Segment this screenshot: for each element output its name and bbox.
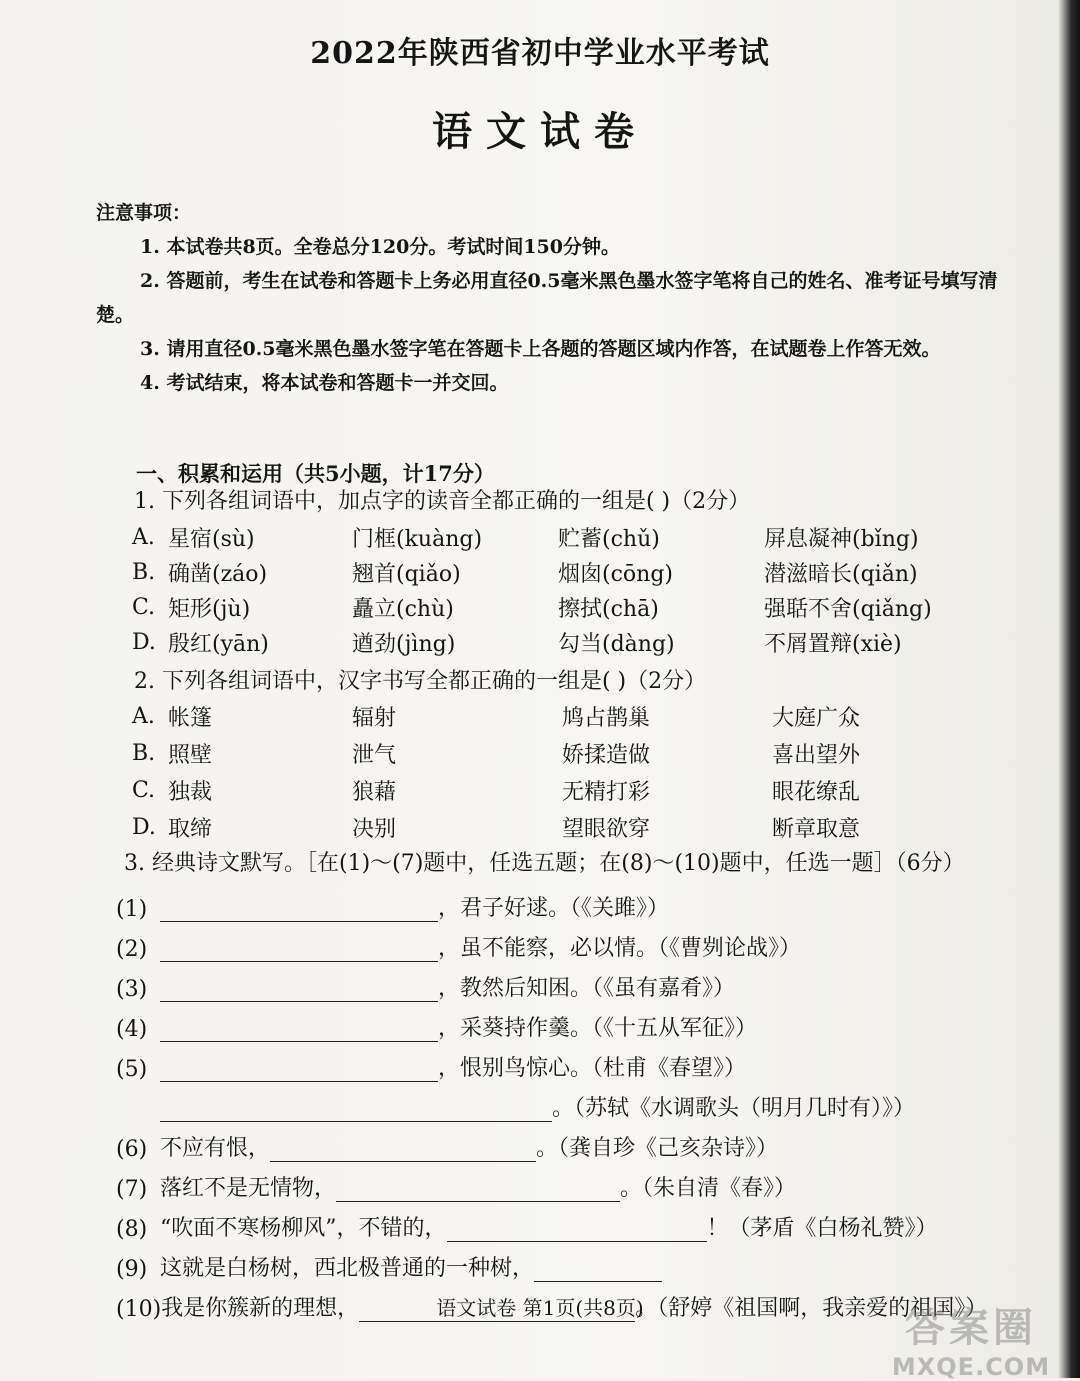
line-text: 。（舒婷《祖国啊，我亲爱的祖国》） [635,1296,988,1321]
option-word: 泄气 [352,743,397,768]
dictation-line [116,962,1076,1002]
line-number: (1) [116,897,148,922]
option-row [132,590,972,625]
line-number: (9) [116,1257,148,1282]
option-word: 大庭广众 [772,706,861,731]
question-1-options [132,520,972,660]
option-word: 望眼欲穿 [562,817,651,842]
line-text: 。（苏轼《水调歌头（明月几时有）》） [552,1096,916,1121]
dictation-lines [116,882,1076,1322]
exam-title: 2022年陕西省初中学业水平考试 [310,36,770,71]
option-label: D. [132,815,156,840]
line-text: 。（朱自清《春》） [620,1176,797,1201]
line-number: (7) [116,1177,148,1202]
line-number: (8) [116,1217,148,1242]
answer-blank[interactable] [336,1177,620,1202]
line-text: 我是你簇新的理想， [161,1296,360,1321]
option-word: 照壁 [168,743,213,768]
option-label: A. [132,704,155,729]
line-text: ！（茅盾《白杨礼赞》） [706,1216,938,1241]
line-text: 。（龚自珍《己亥杂诗》） [536,1136,779,1161]
notes-heading: 注意事项： [96,202,192,224]
answer-blank[interactable] [160,1017,438,1042]
option-word: 矗立(chù) [352,597,454,622]
line-text: 落红不是无情物， [160,1176,337,1201]
dictation-line [116,1042,1076,1082]
option-word: 辐射 [352,706,397,731]
line-text: ，恨别鸟惊心。（杜甫《春望》） [438,1056,747,1081]
page-footer: 语文试卷 第1页(共8页) [436,1296,644,1320]
line-text: 这就是白杨树，西北极普通的一种树， [160,1256,535,1281]
line-text: ，教然后知困。（《虽有嘉肴》） [438,976,736,1001]
option-word: 殷红(yān) [168,632,269,657]
answer-blank[interactable] [160,937,438,962]
option-row [132,625,972,660]
option-word: 确凿(záo) [168,562,268,587]
option-word: 遒劲(jìng) [352,632,456,657]
option-label: D. [132,630,156,655]
line-text: “吹面不寒杨柳风”，不错的， [160,1216,447,1241]
line-text: ，虽不能察，必以情。（《曹刿论战》） [438,936,802,961]
option-word: 鸠占鹊巢 [562,706,651,731]
option-word: 独裁 [168,780,213,805]
option-word: 狼藉 [352,780,397,805]
option-label: B. [132,741,156,766]
line-number: (3) [116,977,148,1002]
answer-blank[interactable] [160,897,438,922]
line-number: (4) [116,1017,148,1042]
watermark-mark: 答案圈 [905,1305,1037,1351]
option-row [132,520,972,555]
option-word: 潜滋暗长(qiǎn) [764,562,918,587]
option-word: 擦拭(chā) [558,597,659,622]
option-row [132,555,972,590]
question-2-options [132,698,972,846]
answer-blank[interactable] [270,1137,536,1162]
option-label: B. [132,560,156,585]
option-label: A. [132,525,155,550]
line-text: ，采葵持作羹。（《十五从军征》） [438,1016,758,1041]
line-text: 不应有恨， [160,1136,271,1161]
answer-blank[interactable] [160,1057,438,1082]
paper-title: 语文试卷 [432,108,648,155]
line-text: ，君子好逑。（《关雎》） [438,896,670,921]
section-title: 一、积累和运用（共5小题，计17分） [136,461,495,486]
option-word: 门框(kuàng) [352,527,483,552]
option-word: 贮蓄(chǔ) [558,527,660,552]
dictation-line [116,1082,1076,1122]
option-word: 眼花缭乱 [772,780,861,805]
option-word: 星宿(sù) [168,527,255,552]
answer-blank[interactable] [160,1097,552,1122]
option-word: 不屑置辩(xiè) [764,632,902,657]
watermark-logo [876,1296,1066,1381]
option-word: 屏息凝神(bǐng) [764,527,919,552]
dictation-line [116,882,1076,922]
answer-blank[interactable] [534,1257,662,1282]
watermark-site: MXQE.COM [891,1353,1051,1381]
note-item: 4. 考试结束，将本试卷和答题卡一并交回。 [140,372,509,394]
question-3-stem: 3. 经典诗文默写。［在(1)～(7)题中，任选五题；在(8)～(10)题中，任选一题］（6分） [124,851,965,876]
option-word: 强聒不舍(qiǎng) [764,597,932,622]
dictation-line [116,1122,1076,1162]
dictation-line [116,1002,1076,1042]
dictation-line [116,1202,1076,1242]
option-word: 娇揉造做 [562,743,651,768]
note-item: 1. 本试卷共8页。全卷总分120分。考试时间150分钟。 [140,236,620,258]
line-number: (5) [116,1057,148,1082]
answer-blank[interactable] [447,1217,707,1242]
option-row [132,772,972,809]
option-word: 取缔 [168,817,213,842]
question-1-stem: 1. 下列各组词语中，加点字的读音全都正确的一组是( )（2分） [134,489,751,514]
question-2-stem: 2. 下列各组词语中，汉字书写全都正确的一组是( )（2分） [134,669,707,694]
line-number: (6) [116,1137,148,1162]
option-word: 无精打彩 [562,780,651,805]
dictation-line [116,1242,1076,1282]
option-word: 烟囱(cōng) [558,562,673,587]
dictation-line [116,922,1076,962]
option-word: 喜出望外 [772,743,861,768]
option-label: C. [132,595,156,620]
option-word: 矩形(jù) [168,597,251,622]
option-word: 决别 [352,817,397,842]
line-number: (10) [116,1297,162,1322]
option-word: 勾当(dàng) [558,632,675,657]
note-item: 2. 答题前，考生在试卷和答题卡上务必用直径0.5毫米黑色墨水签字笔将自己的姓名、准考证号填写清楚。 [96,270,998,326]
note-item: 3. 请用直径0.5毫米黑色墨水签字笔在答题卡上各题的答题区域内作答，在试题卷上作答无效。 [140,338,941,360]
line-number: (2) [116,937,148,962]
option-word: 帐篷 [168,706,213,731]
notes-block [96,196,1016,400]
answer-blank[interactable] [160,977,438,1002]
option-row [132,735,972,772]
option-row [132,809,972,846]
dictation-line [116,1162,1076,1202]
option-label: C. [132,778,156,803]
option-word: 断章取意 [772,817,861,842]
option-row [132,698,972,735]
option-word: 翘首(qiǎo) [352,562,461,587]
